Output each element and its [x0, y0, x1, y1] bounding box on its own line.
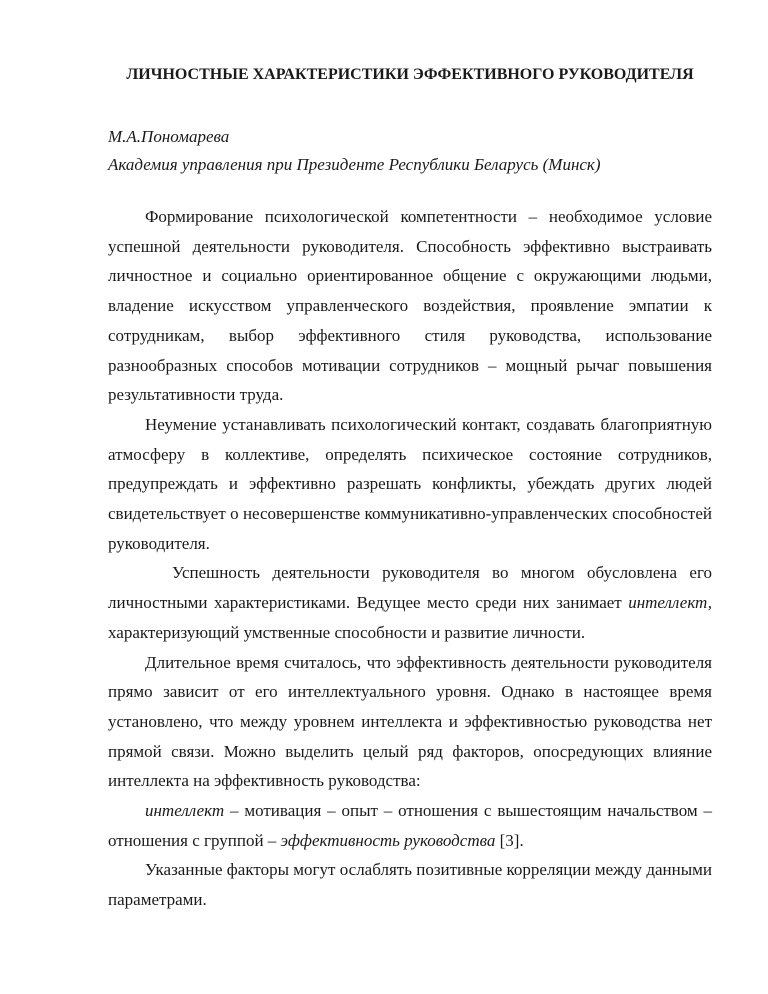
- paragraph-1: Формирование психологической компетентности – необходимое условие успешной деятельности руководителя. Способность эффективно выстраивать личностное и социально ориентированное общение с окружающими людьми, владение искусством управленческого воздействия, проявление эмпатии к сотрудникам, выбор эффективного стиля руководства, использование разнообразных способов мотивации сотрудников – мощный рычаг повышения результативности труда.: [108, 207, 712, 405]
- chain-middle: – мотивация – опыт – отношения с вышестоящим начальством – отношения с группой –: [108, 801, 712, 850]
- paragraph-6: Указанные факторы могут ослаблять позитивные корреляции между данными параметрами.: [108, 860, 712, 910]
- paragraph-3: [108, 558, 712, 647]
- author-name: М.А.Пономарева: [108, 127, 230, 146]
- article-title: ЛИЧНОСТНЫЕ ХАРАКТЕРИСТИКИ ЭФФЕКТИВНОГО РУКОВОДИТЕЛЯ: [126, 66, 694, 83]
- term-intellect: интеллект,: [628, 593, 712, 613]
- paragraph-3-text-b: характеризующий умственные способности и развитие личности.: [108, 622, 586, 642]
- paragraph-4: Длительное время считалось, что эффективность деятельности руководителя прямо зависит от его интеллектуального уровня. Однако в настоящее время установлено, что между уровнем интеллекта и эффективностью руководства нет прямой связи. Можно выделить целый ряд факторов, опосредующих влияние интеллекта на эффективность руководства:: [108, 652, 712, 791]
- citation-ref: [3].: [495, 830, 524, 850]
- chain-end-term: эффективность руководства: [280, 830, 496, 850]
- article-body: [108, 202, 712, 915]
- paragraph-2: Неумение устанавливать психологический контакт, создавать благоприятную атмосферу в коллективе, определять психическое состояние сотрудников, предупреждать и эффективно разрешать конфликты, убеждать других людей свидетельствует о несовершенстве коммуникативно-управленческих способностей руководителя.: [108, 414, 712, 553]
- chain-start-term: интеллект: [145, 801, 225, 821]
- paragraph-3-text-a: Успешность деятельности руководителя во многом обусловлена его личностными характеристиками. Ведущее место среди них занимает: [108, 563, 712, 613]
- author-affiliation: Академия управления при Президенте Республики Беларусь (Минск): [108, 155, 601, 174]
- paragraph-5: [108, 796, 712, 855]
